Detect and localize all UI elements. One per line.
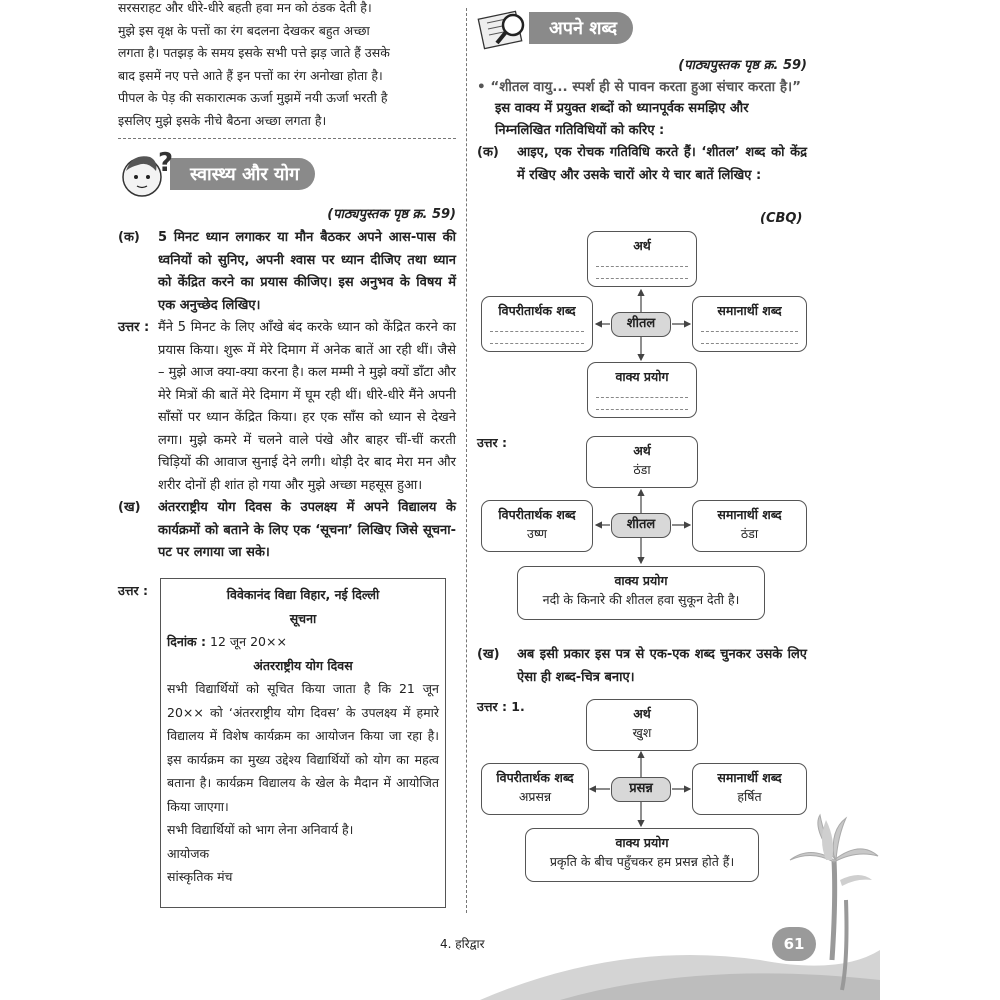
antonym-label: विपरीतार्थक शब्द: [498, 507, 576, 522]
intro-line: मुझे इस वृक्ष के पत्तों का रंग बदलना देखकर बहुत अच्छा: [118, 22, 370, 38]
sentence-label: वाक्य प्रयोग: [614, 573, 668, 588]
meaning-value: खुश: [632, 725, 652, 740]
meaning-label: अर्थ: [633, 238, 651, 253]
notice-school: विवेकानंद विद्या विहार, नई दिल्ली: [226, 587, 380, 602]
answer-label: उत्तर : 1.: [477, 699, 525, 714]
synonym-value: ठंडा: [740, 526, 759, 541]
textbook-reference: (पाठ्यपुस्तक पृष्ठ क्र. 59): [678, 58, 807, 73]
question-label: (ख): [477, 647, 500, 662]
question-label: (क): [118, 230, 140, 245]
answer-text: मैंने 5 मिनट के लिए आँखे बंद करके ध्यान को केंद्रित करने का प्रयास किया। शुरू में मेरे दिमाग में अनेक बातें आ रही थीं। जैसे – मुझे आज क्या-क्या करना है। कल मम्मी ने मुझे क्यों डाँटा और मेरे मित्रों की बातें मेरे दिमाग में घूम रही थीं। धीरे-धीरे मैंने अपनी साँसों पर ध्यान केंद्रित किया। हर एक साँस को ध्यान से देखने लगा। मुझे कमरे में चलने वाले पंखे और बाहर चीं-चीं करती चिड़ियों की आवाज सुनाई देने लगी। थोड़ी देर बाद मेरा मन और शरीर दोनों ही शांत हो गया और मुझे अच्छा महसूस हुआ।: [158, 320, 456, 493]
synonym-label: समानार्थी शब्द: [717, 507, 782, 522]
intro-line: सरसराहट और धीरे-धीरे बहती हवा मन को ठंडक देती है।: [118, 0, 372, 15]
question-text: अंतरराष्ट्रीय योग दिवस के उपलक्ष्य में अपने विद्यालय के कार्यक्रमों को बताने के लिए एक ‘सूचना’ लिखिए जिसे सूचना-पट पर लगाया जा सके।: [158, 500, 456, 560]
newspaper-magnifier-icon: [477, 1, 535, 55]
antonym-value: उष्ण: [527, 526, 547, 541]
synonym-label: समानार्थी शब्द: [717, 770, 782, 785]
center-word: शीतल: [611, 312, 671, 337]
question-label: (ख): [118, 500, 141, 515]
notice-body: सभी विद्यार्थियों को सूचित किया जाता है कि 21 जून 20×× को ‘अंतरराष्ट्रीय योग दिवस’ के उपलक्ष्य में हमारे विद्यालय में विशेष कार्यक्रम का आयोजन किया जा रहा है। इस कार्यक्रम का मुख्य उद्देश्य विद्यार्थियों को योग का महत्व बताना है। कार्यक्रम विद्यालय के खेल के मैदान में आयोजित किया जाएगा।: [167, 681, 439, 814]
question-text: आइए, एक रोचक गतिविधि करते हैं। ‘शीतल’ शब्द को केंद्र में रखिए और उसके चारों ओर ये चार बातें लिखिए :: [517, 145, 807, 183]
center-word: प्रसन्न: [611, 777, 671, 802]
synonym-label: समानार्थी शब्द: [717, 303, 782, 318]
synonym-value: हर्षित: [737, 789, 762, 804]
center-word: शीतल: [611, 513, 671, 538]
sentence-label: वाक्य प्रयोग: [615, 835, 669, 850]
notice-org-name: सांस्कृतिक मंच: [167, 869, 233, 884]
section-title: स्वास्थ्य और योग: [170, 158, 315, 190]
sentence-value: प्रकृति के बीच पहुँचकर हम प्रसन्न होते हैं।: [549, 854, 735, 869]
answer-label: उत्तर :: [477, 435, 507, 450]
cbq-tag: (CBQ): [760, 211, 803, 226]
intro-line: लगता है। पतझड़ के समय इसके सभी पत्ते झड़ जाते हैं उसके: [118, 45, 390, 60]
page-number: 61: [772, 927, 816, 961]
quote-line: • “शीतल वायु... स्पर्श ही से पावन करता हुआ संचार करता है।”: [477, 79, 801, 95]
section-title: अपने शब्द: [529, 12, 633, 44]
notice-organizer: आयोजक: [167, 845, 210, 861]
instruction-text: इस वाक्य में प्रयुक्त शब्दों को ध्यानपूर्वक समझिए और निम्नलिखित गतिविधियों को करिए :: [495, 101, 749, 138]
answer-label: उत्तर :: [118, 320, 150, 335]
sentence-value: नदी के किनारे की शीतल हवा सुकून देती है।: [542, 592, 740, 607]
chapter-footer: 4. हरिद्वार: [440, 937, 485, 951]
sentence-label: वाक्य प्रयोग: [615, 369, 669, 384]
notice-date: दिनांक : 12 जून 20××: [167, 634, 287, 649]
meaning-label: अर्थ: [633, 706, 651, 721]
antonym-label: विपरीतार्थक शब्द: [498, 303, 576, 318]
notice-heading: सूचना: [289, 610, 317, 626]
antonym-value: अप्रसन्न: [518, 789, 552, 804]
question-text: अब इसी प्रकार इस पत्र से एक-एक शब्द चुनकर उसके लिए ऐसा ही शब्द-चित्र बनाए।: [517, 647, 807, 685]
intro-line: इसलिए मुझे इसके नीचे बैठना अच्छा लगता है।: [118, 112, 327, 128]
notice-line: सभी विद्यार्थियों को भाग लेना अनिवार्य है।: [167, 822, 354, 837]
question-text: 5 मिनट ध्यान लगाकर या मौन बैठकर अपने आस-पास की ध्वनियों को सुनिए, अपनी श्वास पर ध्यान दीजिए तथा ध्यान को केंद्रित करने का प्रयास कीजिए। इस अनुभव के विषय में एक अनुच्छेद लिखिए।: [158, 230, 456, 313]
notice-subject: अंतरराष्ट्रीय योग दिवस: [253, 657, 353, 673]
intro-line: पीपल के पेड़ की सकारात्मक ऊर्जा मुझमें नयी ऊर्जा भरती है: [118, 90, 388, 105]
meaning-value: ठंडा: [633, 462, 651, 477]
antonym-label: विपरीतार्थक शब्द: [496, 770, 574, 785]
svg-text:?: ?: [158, 148, 174, 178]
question-label: (क): [477, 145, 499, 160]
meaning-label: अर्थ: [633, 443, 651, 458]
textbook-reference: (पाठ्यपुस्तक पृष्ठ क्र. 59): [327, 207, 456, 222]
intro-line: बाद इसमें नए पत्ते आते हैं इन पत्तों का रंग अनोखा होता है।: [118, 67, 383, 83]
answer-label: उत्तर :: [118, 583, 148, 598]
thinking-child-icon: [118, 147, 176, 201]
